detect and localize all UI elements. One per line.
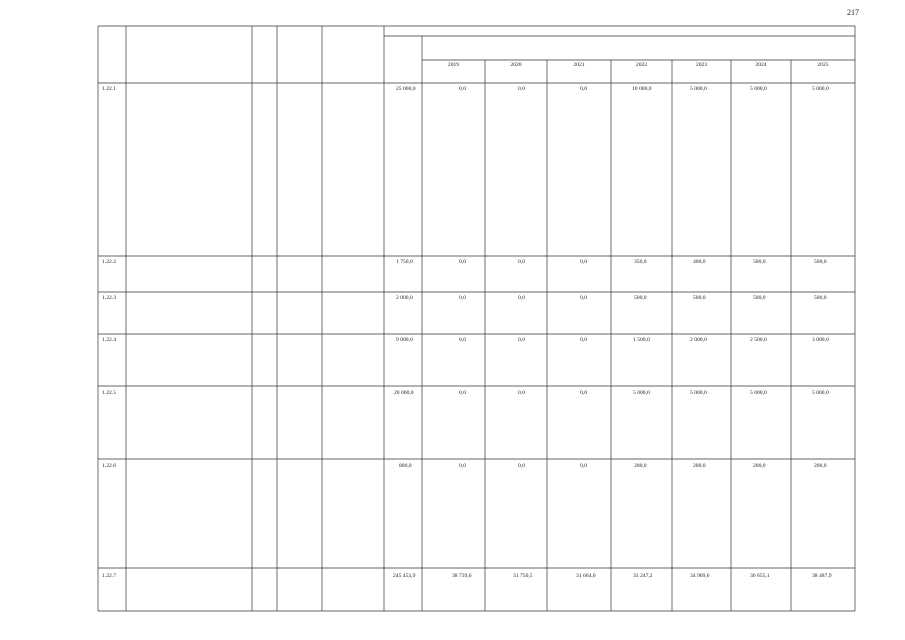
row-number: 1.22.4 (102, 337, 116, 343)
year-header: 2021 (573, 62, 585, 68)
row-total: 2 000,0 (396, 295, 413, 301)
row-value: 33 247,2 (633, 573, 653, 579)
row-total: 245 453,9 (393, 573, 416, 579)
row-value: 500,0 (634, 295, 647, 301)
row-value: 0,0 (580, 463, 587, 469)
row-number: 1.22.7 (102, 573, 116, 579)
row-value: 200,0 (753, 463, 766, 469)
year-header: 2024 (755, 62, 767, 68)
row-value: 0,0 (580, 337, 587, 343)
row-value: 0,0 (459, 337, 466, 343)
row-value: 0,0 (580, 295, 587, 301)
row-number: 1.22.5 (102, 390, 116, 396)
row-value: 38 487,9 (812, 573, 832, 579)
row-value: 200,0 (634, 463, 647, 469)
row-value: 36 655,1 (750, 573, 770, 579)
row-value: 31 664,0 (576, 573, 596, 579)
year-header: 2020 (510, 62, 522, 68)
row-value: 500,0 (814, 259, 827, 265)
row-value: 2 500,0 (750, 337, 767, 343)
row-value: 0,0 (518, 295, 525, 301)
row-value: 5 000,0 (812, 86, 829, 92)
row-value: 0,0 (459, 295, 466, 301)
row-value: 400,0 (693, 259, 706, 265)
row-value: 5 000,0 (812, 390, 829, 396)
row-value: 0,0 (580, 390, 587, 396)
row-value: 0,0 (518, 337, 525, 343)
row-value: 0,0 (459, 463, 466, 469)
row-value: 3 000,0 (812, 337, 829, 343)
row-total: 800,0 (399, 463, 412, 469)
row-value: 0,0 (580, 259, 587, 265)
row-value: 0,0 (518, 390, 525, 396)
year-header: 2025 (817, 62, 829, 68)
row-number: 1.22.2 (102, 259, 116, 265)
row-value: 200,0 (693, 463, 706, 469)
year-header: 2019 (447, 62, 460, 68)
row-value: 5 000,0 (750, 86, 767, 92)
row-total: 9 000,0 (396, 337, 413, 343)
row-value: 5 000,0 (690, 86, 707, 92)
row-value: 0,0 (459, 259, 466, 265)
row-value: 0,0 (518, 259, 525, 265)
row-total: 20 000,0 (394, 390, 414, 396)
row-total: 1 750,0 (396, 259, 413, 265)
year-header: 2023 (695, 62, 708, 68)
page-number: 217 (847, 8, 859, 17)
row-value: 10 000,0 (632, 86, 652, 92)
row-value: 0,0 (518, 463, 525, 469)
row-value: 2 000,0 (690, 337, 707, 343)
row-value: 0,0 (459, 390, 466, 396)
row-value: 0,0 (580, 86, 587, 92)
row-value: 500,0 (814, 295, 827, 301)
row-value: 500,0 (753, 295, 766, 301)
row-value: 38 739,6 (452, 573, 472, 579)
row-value: 500,0 (693, 295, 706, 301)
row-value: 350,0 (634, 259, 647, 265)
year-header: 2022 (635, 62, 648, 68)
row-value: 34 909,6 (690, 573, 710, 579)
row-total: 25 000,0 (396, 86, 416, 92)
row-number: 1.22.6 (102, 463, 116, 469)
row-value: 5 000,0 (690, 390, 707, 396)
row-value: 0,0 (518, 86, 525, 92)
row-value: 5 000,0 (750, 390, 767, 396)
row-value: 5 000,0 (633, 390, 650, 396)
row-value: 1 500,0 (633, 337, 650, 343)
row-value: 200,0 (814, 463, 827, 469)
row-number: 1.22.3 (102, 295, 116, 301)
row-value: 500,0 (753, 259, 766, 265)
row-value: 31 750,5 (513, 573, 533, 579)
row-number: 1.22.1 (102, 86, 116, 92)
row-value: 0,0 (459, 86, 466, 92)
